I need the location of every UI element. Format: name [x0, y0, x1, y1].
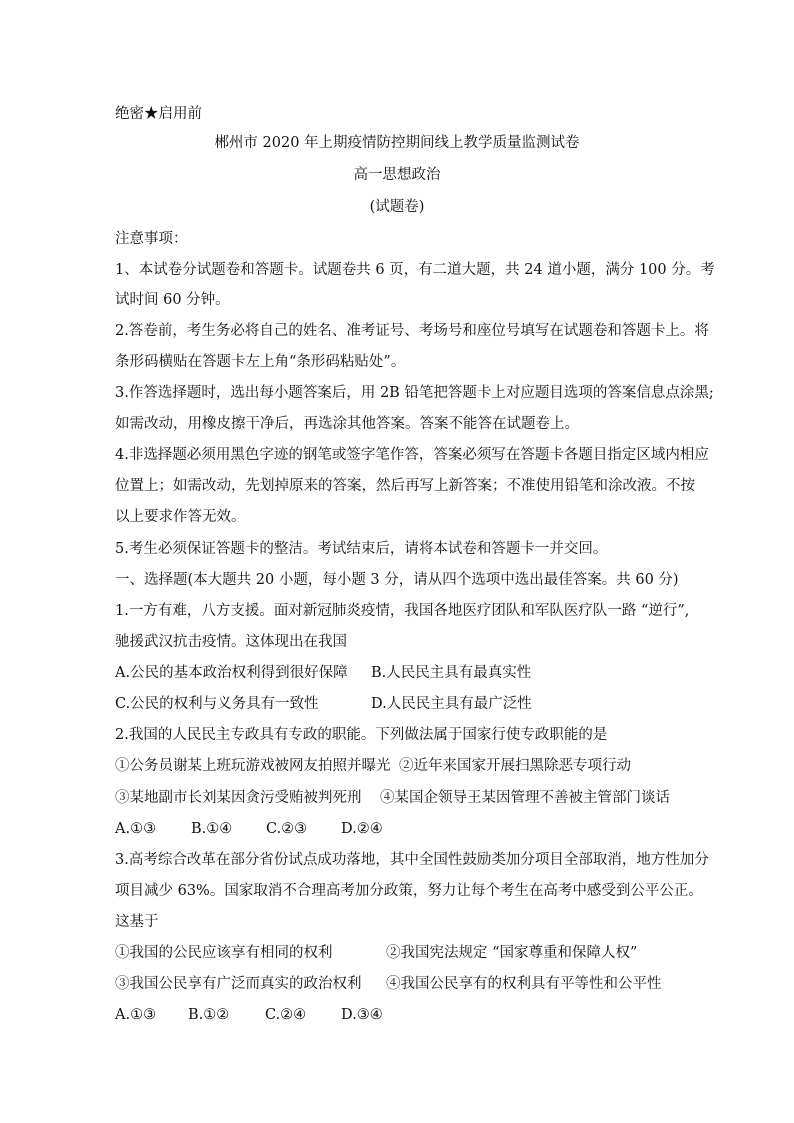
note-2-line-1: 2.答卷前，考生务必将自己的姓名、准考证号、考场号和座位号填写在试题卷和答题卡上。将: [115, 323, 709, 339]
exam-title: 郴州市 2020 年上期疫情防控期间线上教学质量监测试卷: [214, 135, 580, 151]
q2-option-c: C.②③: [266, 821, 308, 837]
q1-stem-line-2: 驰援武汉抗击疫情。这体现出在我国: [115, 634, 347, 650]
note-1-line-2: 试时间 60 分钟。: [115, 292, 230, 308]
q3-stem-line-2: 项目减少 63%。国家取消不合理高考加分政策，努力让每个考生在高考中感受到公平公正。: [115, 883, 703, 899]
notes-heading: 注意事项：: [115, 231, 188, 247]
q1-option-a: A.公民的基本政治权利得到很好保障: [115, 665, 348, 681]
q1-option-d: D.人民民主具有最广泛性: [371, 696, 532, 712]
subject-title: 高一思想政治: [353, 167, 441, 183]
note-5: 5.考生必须保证答题卡的整洁。考试结束后，请将本试卷和答题卡一并交回。: [115, 541, 608, 557]
q2-option-d: D.②④: [341, 821, 383, 837]
q2-option-a: A.①③: [115, 821, 157, 837]
q3-statement-3: ③我国公民享有广泛而真实的政治权利: [115, 976, 362, 992]
q2-statement-3: ③某地副市长刘某因贪污受贿被判死刑: [115, 790, 362, 806]
note-2-line-2: 条形码横贴在答题卡左上角“条形码粘贴处”。: [115, 354, 406, 370]
q3-option-a: A.①③: [115, 1007, 157, 1023]
section-1-heading: 一、选择题(本大题共 20 小题，每小题 3 分，请从四个选项中选出最佳答案。共 60 分): [115, 572, 679, 588]
q3-statement-1: ①我国的公民应该享有相同的权利: [115, 945, 333, 961]
q1-stem-line-1: 1.一方有难，八方支援。面对新冠肺炎疫情，我国各地医疗团队和军队医疗队一路 “逆行”,: [115, 603, 690, 619]
q3-statement-4: ④我国公民享有的权利具有平等性和公平性: [386, 976, 662, 992]
q3-option-b: B.①②: [188, 1007, 230, 1023]
note-3-line-2: 如需改动，用橡皮擦干净后，再选涂其他答案。答案不能答在试题卷上。: [115, 416, 579, 432]
q2-statement-1: ①公务员谢某上班玩游戏被网友拍照并曝光: [115, 758, 391, 774]
q2-statement-4: ④某国企领导王某因管理不善被主管部门谈话: [380, 790, 670, 806]
note-3-line-1: 3.作答选择题时，选出每小题答案后，用 2B 铅笔把答题卡上对应题目选项的答案信息点涂黑;: [115, 385, 714, 401]
q3-stem-line-3: 这基于: [115, 914, 159, 930]
note-1-line-1: 1、本试卷分试题卷和答题卡。试题卷共 6 页，有二道大题，共 24 道小题，满分 100 分。考: [115, 262, 715, 278]
q2-option-b: B.①④: [191, 821, 233, 837]
secret-label: 绝密★启用前: [115, 106, 202, 122]
q3-statement-2: ②我国宪法规定 “国家尊重和保障人权”: [386, 945, 638, 961]
q2-stem: 2.我国的人民民主专政具有专政的职能。下列做法属于国家行使专政职能的是: [115, 727, 608, 743]
note-4-line-2: 位置上；如需改动，先划掉原来的答案，然后再写上新答案；不准使用铅笔和涂改液。不按: [115, 478, 695, 494]
q2-statement-2: ②近年来国家开展扫黑除恶专项行动: [399, 758, 631, 774]
q3-option-c: C.②④: [265, 1007, 307, 1023]
note-4-line-1: 4.非选择题必须用黑色字迹的钢笔或签字笔作答，答案必须写在答题卡各题目指定区域内相应: [115, 447, 709, 463]
volume-label: (试题卷): [369, 199, 425, 215]
note-4-line-3: 以上要求作答无效。: [115, 509, 246, 525]
q1-option-b: B.人民民主具有最真实性: [371, 665, 532, 681]
q3-stem-line-1: 3.高考综合改革在部分省份试点成功落地，其中全国性鼓励类加分项目全部取消，地方性加分: [115, 852, 709, 868]
q3-option-d: D.③④: [341, 1007, 383, 1023]
q1-option-c: C.公民的权利与义务具有一致性: [115, 696, 319, 712]
